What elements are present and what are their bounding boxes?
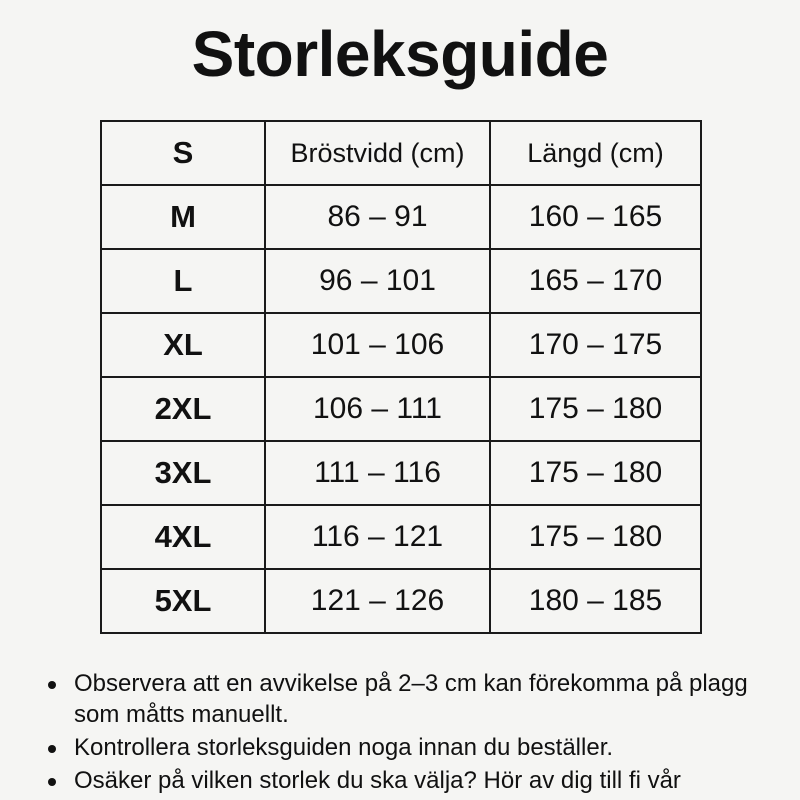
size-cell: L [101, 249, 265, 313]
note-item [46, 732, 786, 763]
note-text: Kontrollera storleksguiden noga innan du beställer. [74, 734, 614, 761]
table-row [101, 185, 701, 249]
chest-cell: 116 – 121 [265, 505, 490, 569]
bullet-icon [48, 681, 56, 689]
size-cell: M [101, 185, 265, 249]
chest-cell: 121 – 126 [265, 569, 490, 633]
table-header-row [101, 121, 701, 185]
length-cell: 170 – 175 [490, 313, 701, 377]
chest-cell: 101 – 106 [265, 313, 490, 377]
note-text: Observera att en avvikelse på 2–3 cm kan förekomma på plagg som måtts manuellt. [74, 670, 748, 728]
length-cell: 180 – 185 [490, 569, 701, 633]
note-item [46, 765, 786, 796]
notes-list [46, 668, 786, 798]
page-title: Storleksguide [191, 18, 609, 90]
table-row [101, 313, 701, 377]
header-chest: Bröstvidd (cm) [265, 121, 490, 185]
bullet-icon [48, 745, 56, 753]
header-length: Längd (cm) [490, 121, 701, 185]
size-cell: 3XL [101, 441, 265, 505]
table-row [101, 377, 701, 441]
table-row [101, 505, 701, 569]
table-row [101, 249, 701, 313]
table-row [101, 441, 701, 505]
length-cell: 175 – 180 [490, 441, 701, 505]
note-text: Osäker på vilken storlek du ska välja? Hör av dig till fi vår [74, 767, 681, 794]
size-cell: 2XL [101, 377, 265, 441]
size-cell: 5XL [101, 569, 265, 633]
size-cell: 4XL [101, 505, 265, 569]
size-table [100, 120, 702, 634]
length-cell: 165 – 170 [490, 249, 701, 313]
chest-cell: 106 – 111 [265, 377, 490, 441]
chest-cell: 96 – 101 [265, 249, 490, 313]
bullet-icon [48, 778, 56, 786]
note-item [46, 668, 786, 730]
table-row [101, 569, 701, 633]
header-size: S [101, 121, 265, 185]
chest-cell: 111 – 116 [265, 441, 490, 505]
length-cell: 160 – 165 [490, 185, 701, 249]
length-cell: 175 – 180 [490, 377, 701, 441]
length-cell: 175 – 180 [490, 505, 701, 569]
size-cell: XL [101, 313, 265, 377]
chest-cell: 86 – 91 [265, 185, 490, 249]
